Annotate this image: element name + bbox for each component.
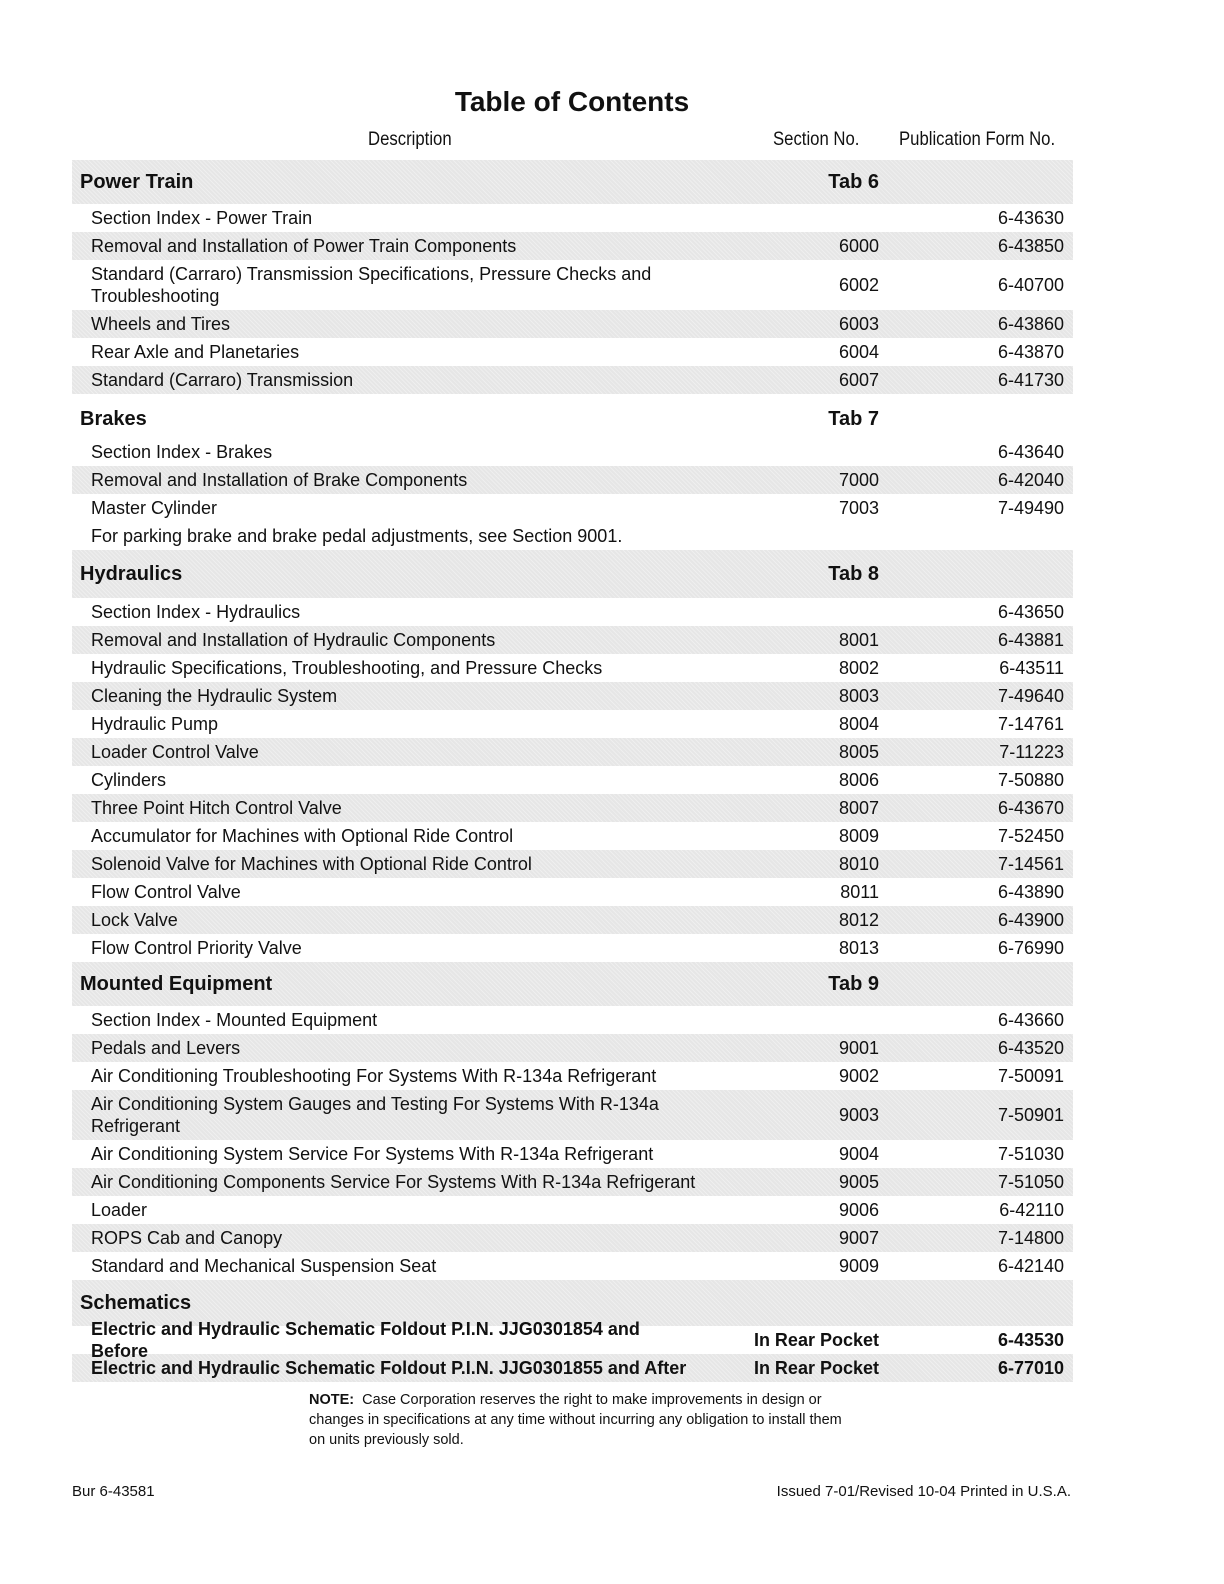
toc-row-publication-no: 6-77010 [997, 1357, 1064, 1378]
toc-row-description: Standard (Carraro) Transmission [91, 370, 354, 390]
toc-row-publication-no: 6-43660 [997, 1009, 1064, 1030]
toc-row-section-no: 8010 [838, 853, 879, 874]
toc-row [72, 1168, 1073, 1196]
footnote-text: Case Corporation reserves the right to make improvements in design or changes in specifications at any time without incurring any obligation to install them on units previously sold. [309, 1392, 842, 1448]
toc-row-publication-no: 6-42040 [997, 469, 1064, 490]
toc-row-description: Solenoid Valve for Machines with Optional Ride Control [91, 854, 532, 874]
toc-row-publication-no: 6-43881 [997, 629, 1064, 650]
toc-row [72, 794, 1073, 822]
toc-row-publication-no: 6-76990 [997, 937, 1064, 958]
toc-row-description: Cylinders [91, 770, 167, 790]
toc-row [72, 906, 1073, 934]
toc-row-section-no: 8005 [838, 741, 879, 762]
column-header-description: Description [368, 129, 452, 150]
toc-row [72, 822, 1073, 850]
toc-row-publication-no: 7-51030 [997, 1143, 1064, 1164]
toc-row-section-no: 7003 [838, 497, 879, 518]
toc-row [72, 1196, 1073, 1224]
toc-row-publication-no: 7-50091 [997, 1065, 1064, 1086]
toc-row-section-no: In Rear Pocket [753, 1357, 879, 1378]
toc-row-publication-no: 6-43860 [997, 313, 1064, 334]
toc-row-description: Section Index - Mounted Equipment [91, 1010, 378, 1030]
section-heading-title: Power Train [80, 170, 194, 193]
toc-row [72, 232, 1073, 260]
toc-row-description: Accumulator for Machines with Optional Ride Control [91, 826, 514, 846]
toc-row-description: Hydraulic Specifications, Troubleshooting, and Pressure Checks [91, 658, 603, 678]
toc-row-description: Wheels and Tires [91, 314, 231, 334]
toc-row-description: Section Index - Hydraulics [91, 602, 301, 622]
section-heading-title: Brakes [80, 407, 147, 430]
toc-row-description: Removal and Installation of Hydraulic Components [91, 630, 496, 650]
section-heading-tab: Tab 8 [828, 562, 879, 585]
toc-row-section-no: 6000 [838, 235, 879, 256]
toc-row-publication-no: 6-41730 [997, 369, 1064, 390]
section-heading-title: Mounted Equipment [80, 972, 273, 995]
column-header-section-no: Section No. [773, 129, 860, 150]
section-heading [72, 160, 1073, 204]
column-header-publication: Publication Form No. [899, 129, 1056, 150]
footer-issue-info: Issued 7-01/Revised 10-04 Printed in U.S.A. [776, 1483, 1071, 1500]
section-heading-tab: Tab 9 [828, 972, 879, 995]
toc-row-description: Air Conditioning System Gauges and Testing For Systems With R-134a Refrigerant [91, 1094, 659, 1136]
toc-row-section-no: 8001 [838, 629, 879, 650]
section-note: For parking brake and brake pedal adjustments, see Section 9001. [91, 525, 623, 546]
toc-row [72, 598, 1073, 626]
toc-row-publication-no: 6-40700 [997, 274, 1064, 295]
section-heading-title: Hydraulics [80, 562, 183, 585]
toc-row-section-no: 6007 [838, 369, 879, 390]
toc-row-section-no: In Rear Pocket [753, 1329, 879, 1350]
toc-row-section-no: 9009 [838, 1255, 879, 1276]
toc-row-description: Removal and Installation of Brake Components [91, 470, 468, 490]
toc-row-description: Loader Control Valve [91, 742, 259, 762]
toc-row-description: Section Index - Power Train [91, 208, 313, 228]
toc-row [72, 1006, 1073, 1034]
toc-row-publication-no: 6-42110 [999, 1199, 1064, 1220]
toc-row-description: Air Conditioning Components Service For Systems With R-134a Refrigerant [91, 1172, 696, 1192]
toc-row-publication-no: 6-43890 [997, 881, 1064, 902]
toc-row-section-no: 9001 [838, 1037, 879, 1058]
toc-row-section-no: 8013 [838, 937, 879, 958]
footer-form-number: Bur 6-43581 [72, 1483, 155, 1500]
toc-row-publication-no: 6-43670 [997, 797, 1064, 818]
toc-table [72, 160, 1073, 1382]
toc-row [72, 850, 1073, 878]
section-heading-title: Schematics [80, 1291, 192, 1314]
toc-row-section-no: 8012 [838, 909, 879, 930]
toc-row-publication-no: 6-43630 [997, 207, 1064, 228]
toc-row-publication-no: 7-49640 [997, 685, 1064, 706]
toc-row [72, 654, 1073, 682]
toc-row [72, 260, 1073, 310]
toc-row-publication-no: 7-50901 [997, 1104, 1064, 1125]
toc-row-section-no: 8004 [838, 713, 879, 734]
toc-row-publication-no: 6-43640 [997, 441, 1064, 462]
toc-row-publication-no: 7-14800 [997, 1227, 1064, 1248]
section-heading [72, 962, 1073, 1006]
toc-row-publication-no: 6-42140 [997, 1255, 1064, 1276]
toc-row-description: Hydraulic Pump [91, 714, 219, 734]
section-heading-tab: Tab 7 [828, 407, 879, 430]
toc-row-description: Lock Valve [91, 910, 178, 930]
toc-row-section-no: 8006 [838, 769, 879, 790]
page-title: Table of Contents [454, 86, 690, 117]
toc-row-section-no: 6002 [838, 274, 879, 295]
toc-row-publication-no: 6-43850 [997, 235, 1064, 256]
toc-row-description: Rear Axle and Planetaries [91, 342, 300, 362]
toc-row-description: Master Cylinder [91, 498, 218, 518]
toc-row-description: ROPS Cab and Canopy [91, 1228, 283, 1248]
toc-row-publication-no: 6-43511 [999, 657, 1064, 678]
toc-row [72, 1090, 1073, 1140]
toc-row-publication-no: 6-43870 [997, 341, 1064, 362]
toc-row-description: Removal and Installation of Power Train Components [91, 236, 517, 256]
toc-row-section-no: 8011 [840, 881, 879, 902]
toc-row-section-no: 9007 [838, 1227, 879, 1248]
toc-row [72, 438, 1073, 466]
toc-row-description: Standard and Mechanical Suspension Seat [91, 1256, 437, 1276]
toc-row [72, 626, 1073, 654]
toc-row [72, 1062, 1073, 1090]
toc-row [72, 878, 1073, 906]
toc-row-description: Air Conditioning Troubleshooting For Systems With R-134a Refrigerant [91, 1066, 657, 1086]
toc-row [72, 934, 1073, 962]
toc-row-section-no: 9006 [838, 1199, 879, 1220]
toc-row [72, 366, 1073, 394]
toc-row [72, 1319, 1073, 1361]
toc-row-description: Section Index - Brakes [91, 442, 273, 462]
toc-row [72, 310, 1073, 338]
toc-row [72, 738, 1073, 766]
toc-row-publication-no: 7-14761 [997, 713, 1064, 734]
toc-row-publication-no: 7-14561 [997, 853, 1064, 874]
toc-row [72, 1140, 1073, 1168]
toc-row-section-no: 9002 [838, 1065, 879, 1086]
toc-row-publication-no: 7-11223 [999, 741, 1064, 762]
toc-row-section-no: 8002 [838, 657, 879, 678]
toc-row-publication-no: 7-50880 [997, 769, 1064, 790]
toc-row-section-no: 8009 [838, 825, 879, 846]
toc-row-section-no: 8007 [838, 797, 879, 818]
toc-row-description: Three Point Hitch Control Valve [91, 798, 342, 818]
toc-row-publication-no: 7-52450 [997, 825, 1064, 846]
toc-row [72, 682, 1073, 710]
section-heading-tab: Tab 6 [828, 170, 879, 193]
toc-row [72, 1034, 1073, 1062]
toc-row [72, 204, 1073, 232]
toc-row [72, 710, 1073, 738]
toc-row-section-no: 8003 [838, 685, 879, 706]
toc-row [72, 1354, 1073, 1382]
footnote-label: NOTE: [309, 1392, 355, 1408]
toc-row-publication-no: 6-43520 [997, 1037, 1064, 1058]
toc-row-description: Cleaning the Hydraulic System [91, 686, 338, 706]
toc-row-description: Standard (Carraro) Transmission Specifications, Pressure Checks and Troubleshooting [91, 264, 652, 306]
toc-row [72, 338, 1073, 366]
toc-row [72, 494, 1073, 522]
toc-row-section-no: 9003 [838, 1104, 879, 1125]
toc-row-section-no: 7000 [838, 469, 879, 490]
toc-row-description: Loader [91, 1200, 148, 1220]
toc-row-section-no: 6003 [838, 313, 879, 334]
toc-row-description: Electric and Hydraulic Schematic Foldout P.I.N. JJG0301855 and After [91, 1358, 687, 1378]
toc-row [72, 466, 1073, 494]
toc-row-section-no: 6004 [838, 341, 879, 362]
toc-row-description: Flow Control Priority Valve [91, 938, 302, 958]
toc-row-description: Flow Control Valve [91, 882, 241, 902]
toc-row [72, 1224, 1073, 1252]
toc-row-description: Electric and Hydraulic Schematic Foldout P.I.N. JJG0301854 and Before [91, 1319, 640, 1361]
toc-row-publication-no: 6-43530 [997, 1329, 1064, 1350]
section-heading [72, 550, 1073, 598]
toc-row [72, 1252, 1073, 1280]
footnote [309, 1390, 849, 1450]
toc-row-section-no: 9005 [838, 1171, 879, 1192]
toc-row-publication-no: 6-43900 [997, 909, 1064, 930]
toc-row-description: Air Conditioning System Service For Systems With R-134a Refrigerant [91, 1144, 654, 1164]
toc-row [72, 766, 1073, 794]
toc-row-publication-no: 7-49490 [997, 497, 1064, 518]
toc-row-section-no: 9004 [838, 1143, 879, 1164]
toc-row-publication-no: 6-43650 [997, 601, 1064, 622]
toc-row-description: Pedals and Levers [91, 1038, 241, 1058]
toc-row-publication-no: 7-51050 [997, 1171, 1064, 1192]
section-heading [72, 400, 1073, 438]
